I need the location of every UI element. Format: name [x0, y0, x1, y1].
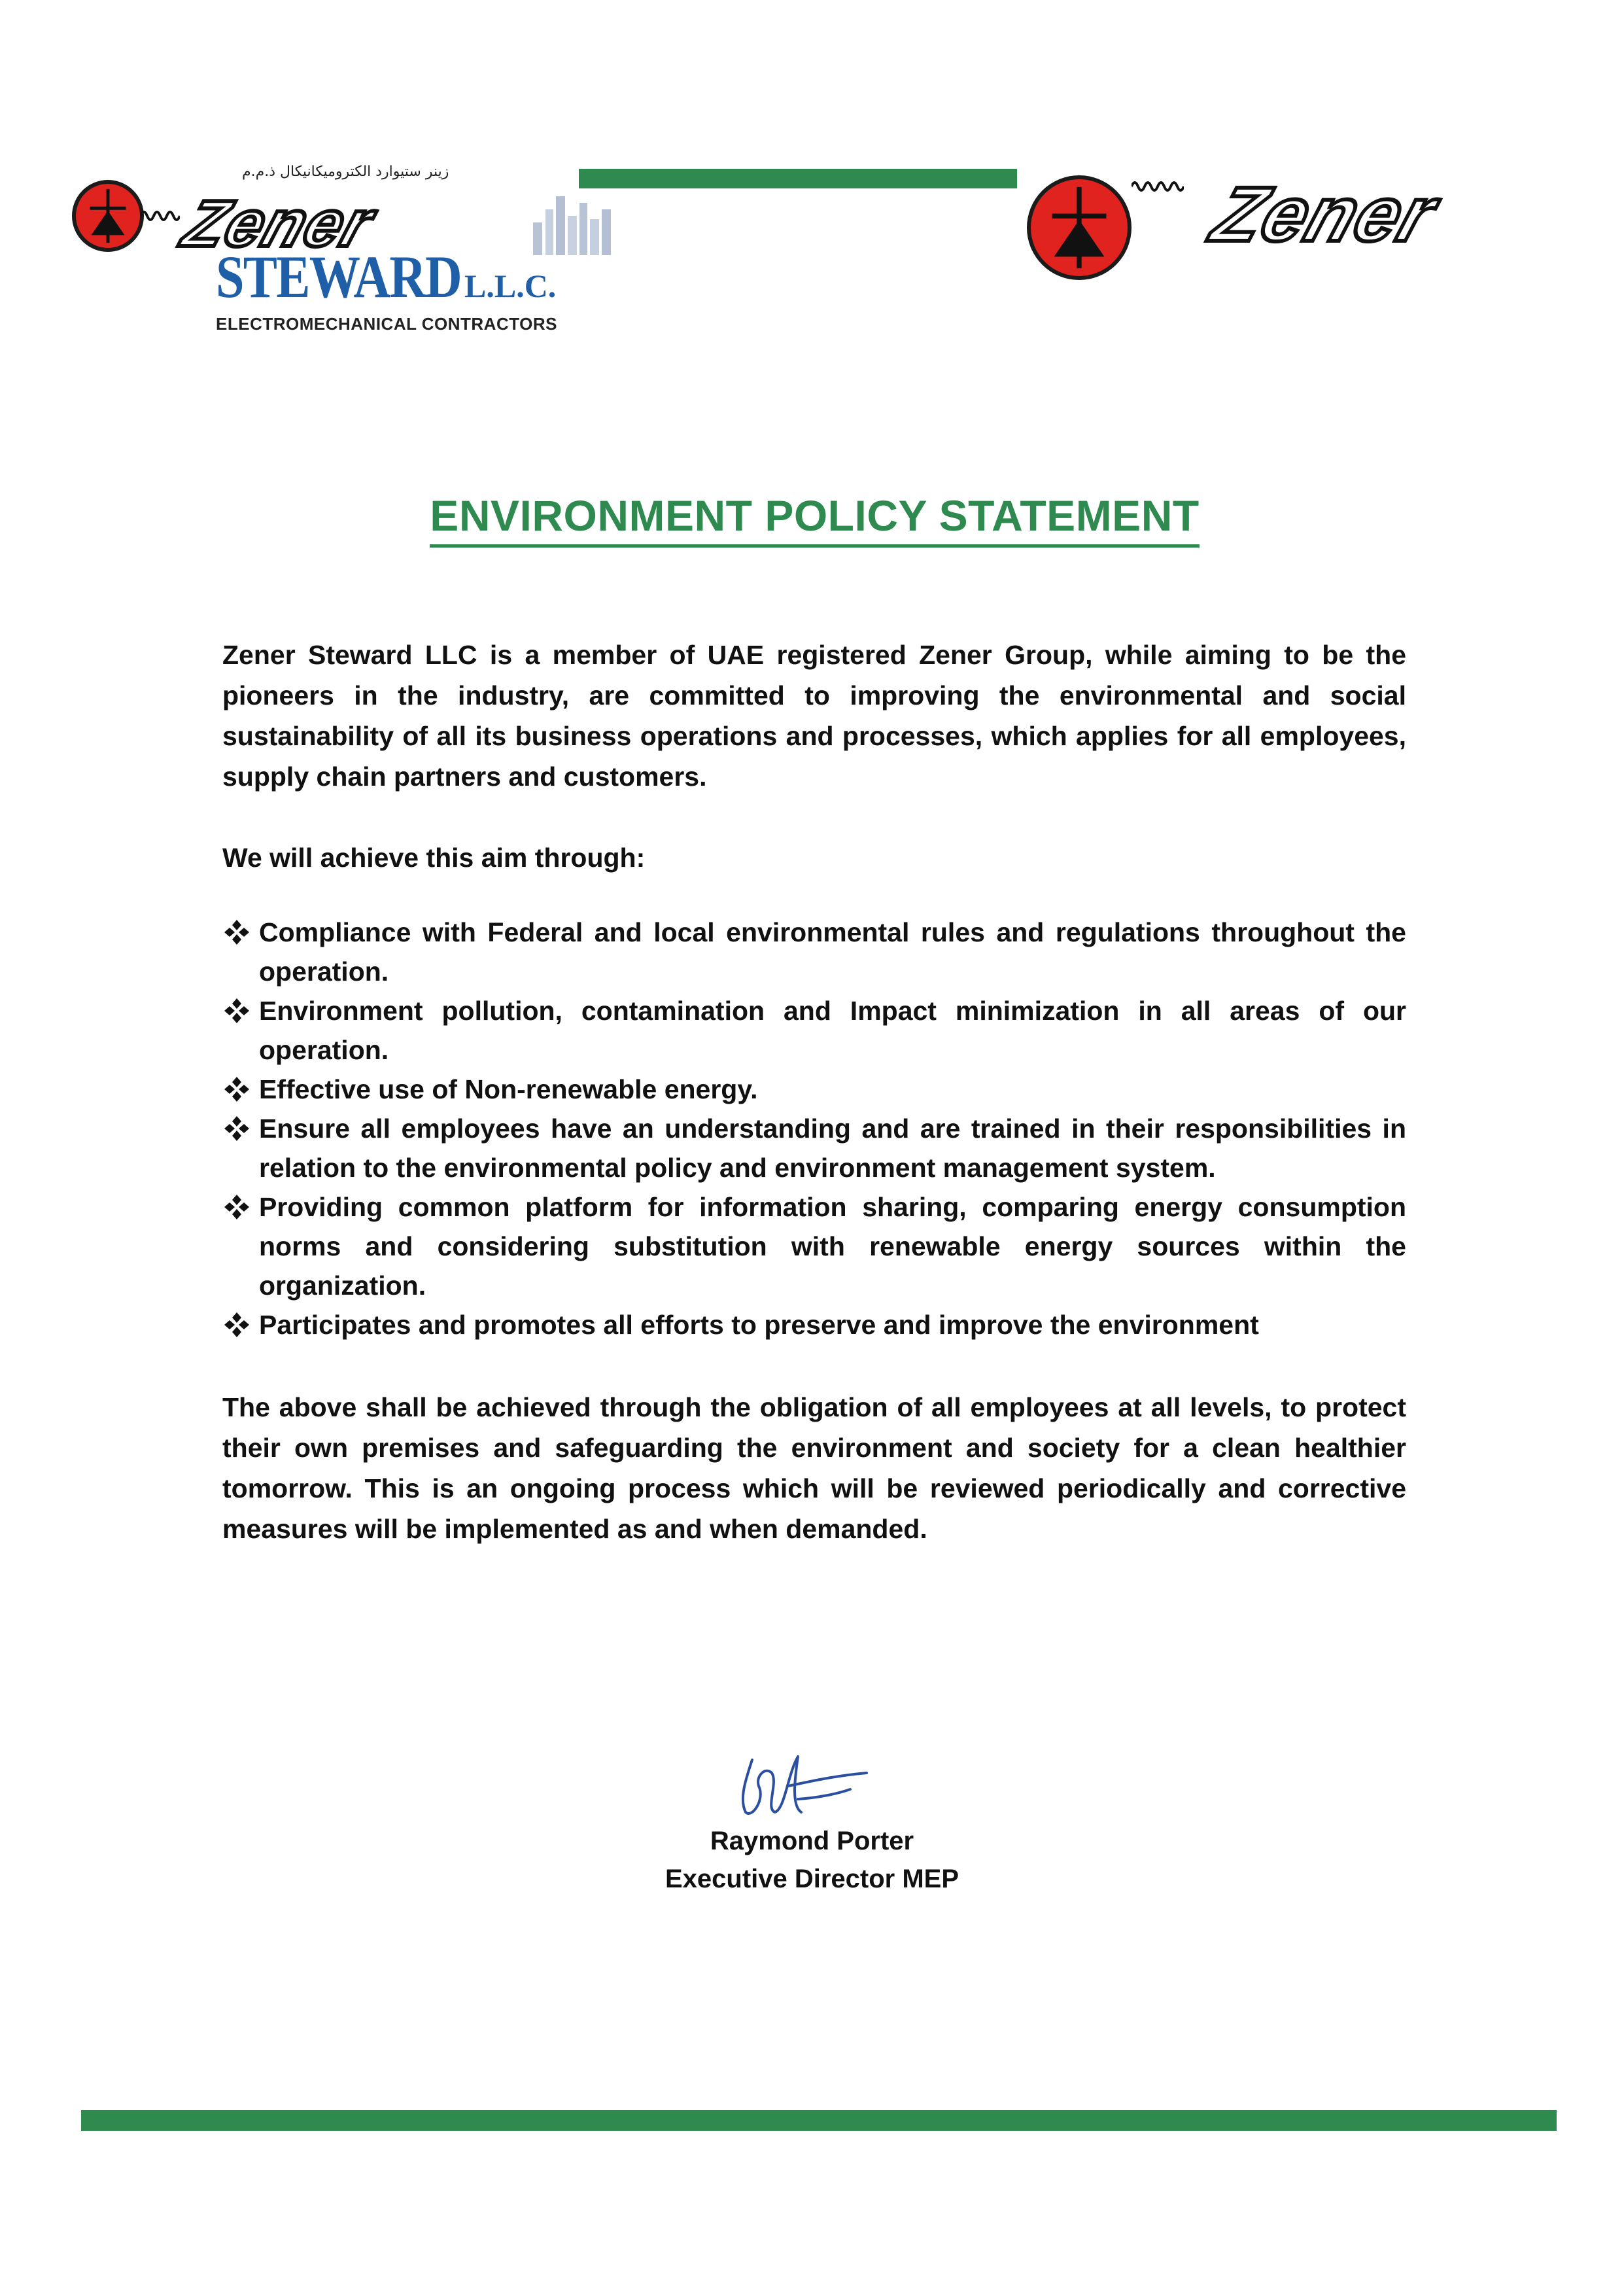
- signatory-title: Executive Director MEP: [665, 1865, 959, 1893]
- zener-group-logo: [1027, 164, 1544, 294]
- coil-wire-icon: [1132, 177, 1184, 196]
- bullet-text: Compliance with Federal and local environmental rules and regulations throughout the operation.: [259, 917, 1406, 987]
- four-diamond-bullet-icon: [222, 1310, 251, 1339]
- signatory-name: Raymond Porter: [710, 1827, 914, 1855]
- bullet-text: Providing common platform for information sharing, comparing energy consumption norms and considering substitution with renewable energy sources within the organization.: [259, 1192, 1406, 1301]
- list-item: [222, 1070, 1406, 1109]
- header-divider-bar: [579, 169, 1017, 188]
- closing-paragraph: The above shall be achieved through the obligation of all employees at all levels, to protect their own premises and safeguarding the environment and society for a clean healthier tomorrow. This is an ongoing process which will be reviewed periodically and corrective measures will be implemented as and when demanded.: [222, 1392, 1406, 1544]
- bullet-text: Effective use of Non-renewable energy.: [259, 1074, 758, 1104]
- company-tagline: ELECTROMECHANICAL CONTRACTORS: [216, 314, 557, 334]
- page-title-text: ENVIRONMENT POLICY STATEMENT: [430, 491, 1199, 548]
- list-item: [222, 1109, 1406, 1187]
- aim-heading: We will achieve this aim through:: [222, 843, 646, 873]
- arabic-company-name: زينر ستيوارد الكتروميكانيكال ذ.م.م: [242, 164, 449, 180]
- page-title: [0, 491, 1624, 548]
- handwritten-signature: [726, 1747, 876, 1825]
- list-item: [222, 913, 1406, 991]
- list-item: [222, 1187, 1406, 1305]
- steward-wordmark: STEWARD: [216, 243, 461, 310]
- coil-wire-icon: [141, 206, 180, 226]
- zener-steward-logo: [72, 150, 569, 347]
- bullet-text: Participates and promotes all efforts to preserve and improve the environment: [259, 1310, 1259, 1340]
- bullet-text: Ensure all employees have an understanding and are trained in their responsibilities in relation to the environmental policy and environment management system.: [259, 1113, 1406, 1183]
- zener-wordmark: Zener: [174, 187, 383, 260]
- footer-divider-bar: [81, 2110, 1557, 2131]
- list-item: [222, 1305, 1406, 1344]
- four-diamond-bullet-icon: [222, 1114, 251, 1143]
- four-diamond-bullet-icon: [222, 1075, 251, 1104]
- zener-wordmark: Zener: [1202, 171, 1447, 258]
- list-item: [222, 991, 1406, 1070]
- four-diamond-bullet-icon: [222, 996, 251, 1025]
- four-diamond-bullet-icon: [222, 1193, 251, 1221]
- zener-emblem-icon: [1027, 175, 1132, 280]
- intro-paragraph: Zener Steward LLC is a member of UAE registered Zener Group, while aiming to be the pioneers in the industry, are committed to improving the environmental and social sustainability of all its business operations and processes, which applies for all employees, supply chain partners and customers.: [222, 640, 1406, 792]
- city-skyline-icon: [530, 190, 615, 255]
- bullet-text: Environment pollution, contamination and Impact minimization in all areas of our operation.: [259, 996, 1406, 1065]
- llc-suffix: L.L.C.: [464, 268, 557, 304]
- policy-bullet-list: [222, 913, 1406, 1344]
- four-diamond-bullet-icon: [222, 918, 251, 947]
- zener-emblem-icon: [72, 180, 144, 252]
